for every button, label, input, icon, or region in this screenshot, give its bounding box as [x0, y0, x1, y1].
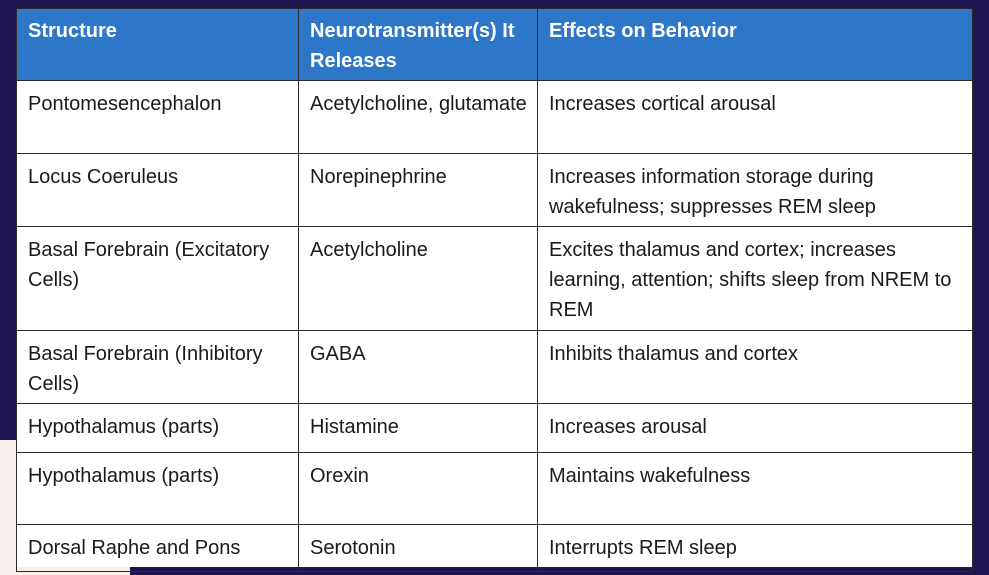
- cell-effect: Increases information storage during wakefulness; suppresses REM sleep: [538, 154, 973, 227]
- header-effects: Effects on Behavior: [538, 9, 973, 81]
- cell-effect: Excites thalamus and cortex; increases learning, attention; shifts sleep from NREM to REM: [538, 227, 973, 331]
- neurotransmitter-table: [16, 8, 973, 572]
- cell-neurotransmitter: Norepinephrine: [299, 154, 538, 227]
- cell-effect: Increases cortical arousal: [538, 81, 973, 154]
- table-row: [17, 154, 973, 227]
- cell-structure: Basal Forebrain (Inhibitory Cells): [17, 331, 299, 404]
- cell-structure: Hypothalamus (parts): [17, 453, 299, 525]
- cell-structure: Locus Coeruleus: [17, 154, 299, 227]
- table-row: [17, 453, 973, 525]
- cell-neurotransmitter: Acetylcholine: [299, 227, 538, 331]
- cell-neurotransmitter: Serotonin: [299, 525, 538, 572]
- cell-neurotransmitter: Orexin: [299, 453, 538, 525]
- table-header-row: [17, 9, 973, 81]
- cell-structure: Dorsal Raphe and Pons: [17, 525, 299, 572]
- header-neurotransmitter: Neurotransmitter(s) It Releases: [299, 9, 538, 81]
- cell-structure: Pontomesencephalon: [17, 81, 299, 154]
- cell-neurotransmitter: Histamine: [299, 404, 538, 453]
- table-row: [17, 331, 973, 404]
- table-row: [17, 525, 973, 572]
- table-row: [17, 81, 973, 154]
- cell-neurotransmitter: GABA: [299, 331, 538, 404]
- cell-neurotransmitter: Acetylcholine, glutamate: [299, 81, 538, 154]
- cell-structure: Hypothalamus (parts): [17, 404, 299, 453]
- cell-effect: Maintains wakefulness: [538, 453, 973, 525]
- header-structure: Structure: [17, 9, 299, 81]
- table-container: [16, 8, 972, 567]
- cell-effect: Increases arousal: [538, 404, 973, 453]
- table-row: [17, 227, 973, 331]
- cell-structure: Basal Forebrain (Excitatory Cells): [17, 227, 299, 331]
- cell-effect: Interrupts REM sleep: [538, 525, 973, 572]
- cell-effect: Inhibits thalamus and cortex: [538, 331, 973, 404]
- table-row: [17, 404, 973, 453]
